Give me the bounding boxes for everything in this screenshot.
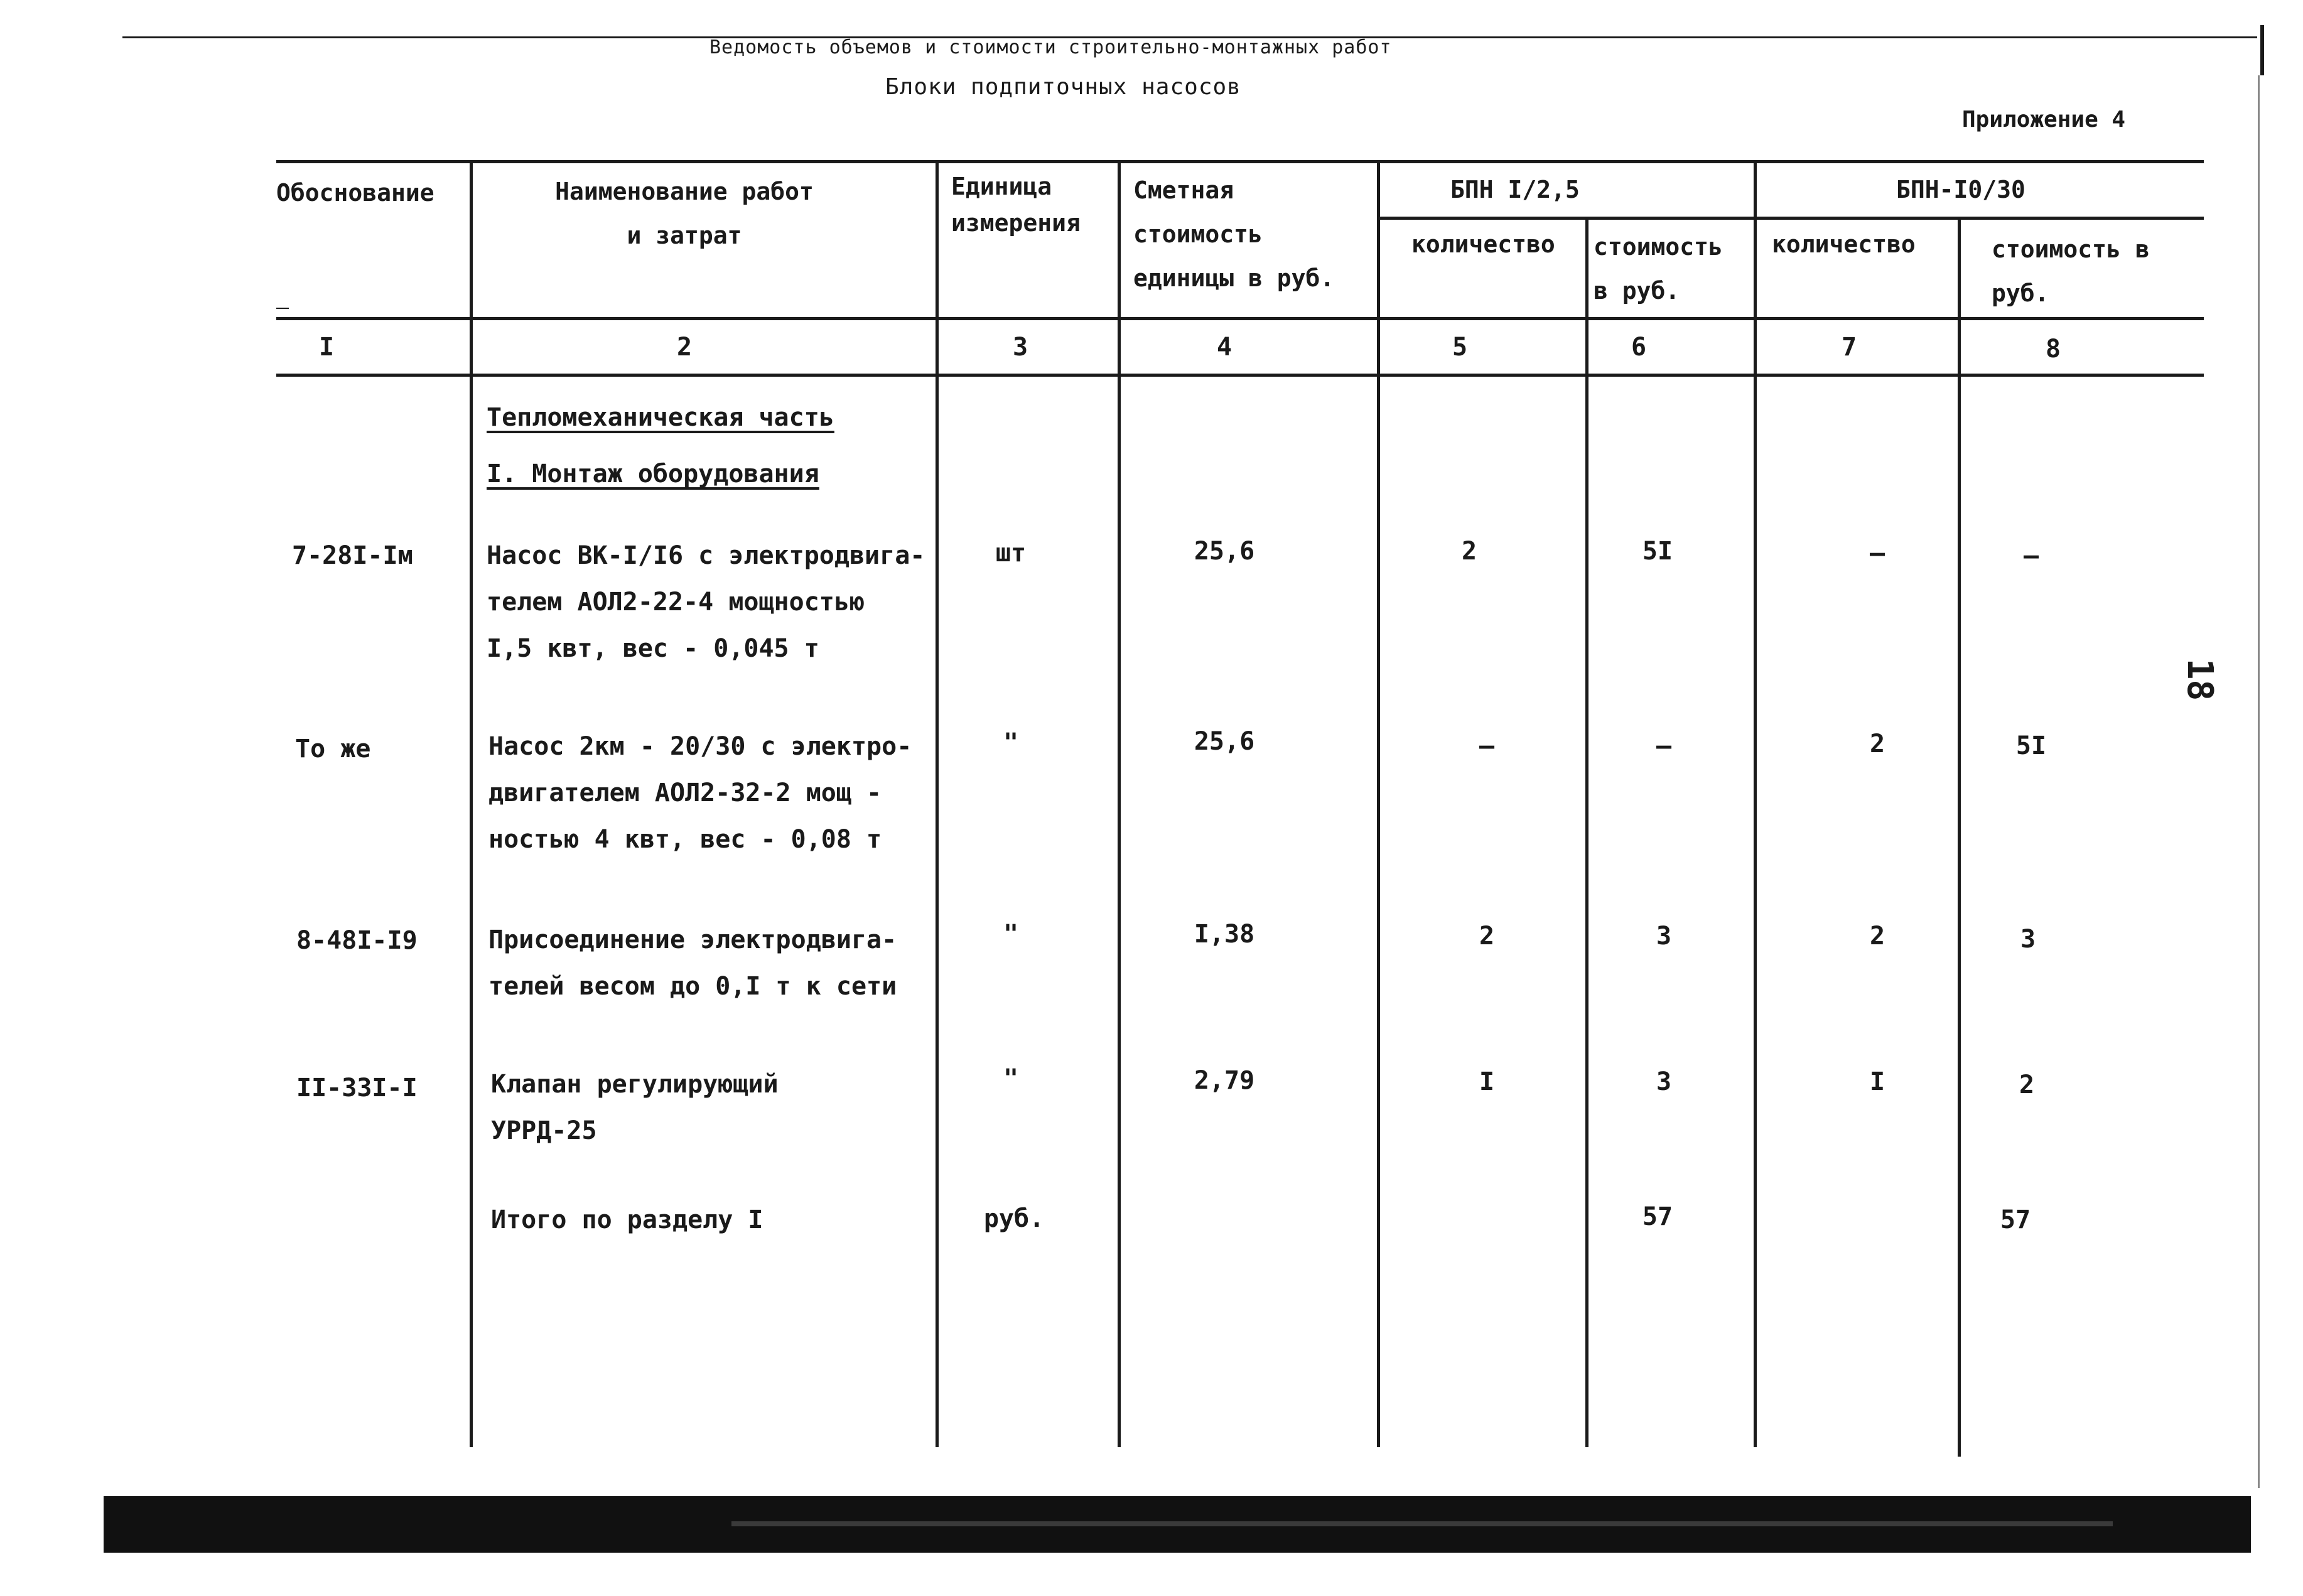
colnum-3: 3 bbox=[1012, 333, 1028, 362]
row3-basis: 8-48I-I9 bbox=[296, 926, 418, 955]
row3-g1-cost: 3 bbox=[1656, 922, 1672, 951]
table-top-line bbox=[276, 160, 2204, 163]
row3-unit-cost: I,38 bbox=[1194, 920, 1255, 949]
header-g2-cost: стоимость в руб. bbox=[1992, 235, 2150, 307]
col-divider-4 bbox=[1377, 160, 1380, 1447]
row3-g2-qty: 2 bbox=[1869, 922, 1885, 951]
colnum-7: 7 bbox=[1841, 333, 1857, 362]
row4-name-line1: Клапан регулирующий bbox=[491, 1070, 779, 1099]
group-sub-line bbox=[1377, 217, 2204, 220]
row1-name bbox=[487, 532, 925, 672]
colnum-bottom-line bbox=[276, 374, 2204, 377]
row2-name-line2: двигателем АОЛ2-32-2 мощ - bbox=[488, 779, 882, 807]
row2-g1-cost: – bbox=[1656, 731, 1672, 760]
row1-unit-cost: 25,6 bbox=[1194, 537, 1255, 566]
right-edge-mark bbox=[2260, 25, 2264, 75]
colnum-5: 5 bbox=[1452, 333, 1468, 362]
header-g2-qty: количество bbox=[1772, 230, 1916, 258]
row3-unit: " bbox=[1003, 920, 1019, 949]
section-title: Тепломеханическая часть bbox=[487, 403, 834, 432]
col-divider-2 bbox=[936, 160, 939, 1447]
header-bottom-line bbox=[276, 317, 2204, 320]
row2-name-line3: ностью 4 квт, вес - 0,08 т bbox=[488, 825, 882, 854]
row1-g2-qty: – bbox=[1869, 539, 1885, 568]
document-title: Ведомость объемов и стоимости строительно-монтажных работ bbox=[709, 36, 1392, 58]
right-edge-line bbox=[2258, 75, 2260, 1488]
header-group2: БПН-I0/30 bbox=[1896, 176, 2025, 203]
row4-g1-cost: 3 bbox=[1656, 1067, 1672, 1096]
total-unit: руб. bbox=[983, 1204, 1045, 1233]
total-label: Итого по разделу I bbox=[491, 1205, 763, 1234]
col-divider-6 bbox=[1754, 160, 1757, 1447]
row4-basis: II-33I-I bbox=[296, 1074, 418, 1103]
row1-name-line1: Насос ВК-I/I6 с электродвига- bbox=[487, 541, 925, 570]
row2-name-line1: Насос 2км - 20/30 с электро- bbox=[488, 732, 912, 761]
bottom-band bbox=[104, 1496, 2251, 1553]
appendix-label: Приложение 4 bbox=[1962, 107, 2126, 132]
colnum-4: 4 bbox=[1216, 333, 1232, 362]
document-subtitle: Блоки подпиточных насосов bbox=[885, 74, 1241, 100]
colnum-1: I bbox=[318, 333, 335, 362]
row4-unit-cost: 2,79 bbox=[1194, 1066, 1255, 1095]
colnum-2: 2 bbox=[676, 333, 693, 362]
total-g2-cost: 57 bbox=[2000, 1205, 2031, 1234]
basis-sub-line bbox=[276, 308, 289, 309]
header-g1-qty: количество bbox=[1411, 230, 1555, 258]
header-unit: Единица измерения bbox=[951, 173, 1081, 237]
row1-name-line2: телем АОЛ2-22-4 мощностью bbox=[487, 588, 865, 617]
row1-g2-cost: – bbox=[2023, 541, 2039, 570]
row4-name bbox=[491, 1061, 779, 1154]
total-g1-cost: 57 bbox=[1642, 1202, 1673, 1231]
row1-unit: шт bbox=[995, 539, 1027, 568]
row2-g1-qty: – bbox=[1479, 731, 1495, 760]
col-divider-7 bbox=[1958, 217, 1961, 1457]
page-number: 18 bbox=[2179, 658, 2221, 701]
header-g1-cost: стоимость в руб. bbox=[1594, 233, 1723, 305]
row2-g2-qty: 2 bbox=[1869, 730, 1885, 758]
row3-g1-qty: 2 bbox=[1479, 922, 1495, 951]
row4-unit: " bbox=[1003, 1064, 1019, 1093]
col-divider-3 bbox=[1118, 160, 1121, 1447]
row3-name bbox=[488, 917, 897, 1010]
row2-unit-cost: 25,6 bbox=[1194, 727, 1255, 756]
row1-name-line3: I,5 квт, вес - 0,045 т bbox=[487, 634, 819, 663]
col-divider-1 bbox=[470, 160, 473, 1447]
colnum-6: 6 bbox=[1631, 333, 1647, 362]
col-divider-5 bbox=[1585, 217, 1588, 1447]
header-basis: Обоснование bbox=[276, 179, 434, 207]
header-group1: БПН I/2,5 bbox=[1450, 176, 1580, 203]
row3-name-line1: Присоединение электродвига- bbox=[488, 925, 897, 954]
row4-g1-qty: I bbox=[1479, 1067, 1495, 1096]
row4-g2-cost: 2 bbox=[2019, 1070, 2035, 1099]
header-name: Наименование работ и затрат bbox=[555, 178, 814, 249]
row3-name-line2: телей весом до 0,I т к сети bbox=[488, 972, 897, 1001]
row4-g2-qty: I bbox=[1869, 1067, 1885, 1096]
row4-name-line2: УРРД-25 bbox=[491, 1116, 597, 1145]
header-unit-cost: Сметная стоимость единицы в руб. bbox=[1133, 176, 1335, 292]
subsection-title: I. Монтаж оборудования bbox=[487, 460, 819, 488]
row2-unit: " bbox=[1003, 728, 1019, 757]
row2-name bbox=[488, 723, 912, 863]
row1-basis: 7-28I-Iм bbox=[292, 541, 413, 570]
row1-g1-qty: 2 bbox=[1461, 537, 1477, 566]
row2-g2-cost: 5I bbox=[2015, 731, 2047, 760]
row1-g1-cost: 5I bbox=[1642, 537, 1673, 566]
row2-basis: То же bbox=[295, 735, 371, 763]
row3-g2-cost: 3 bbox=[2020, 925, 2036, 954]
bottom-band-streak bbox=[731, 1521, 2113, 1526]
colnum-8: 8 bbox=[2045, 335, 2061, 364]
